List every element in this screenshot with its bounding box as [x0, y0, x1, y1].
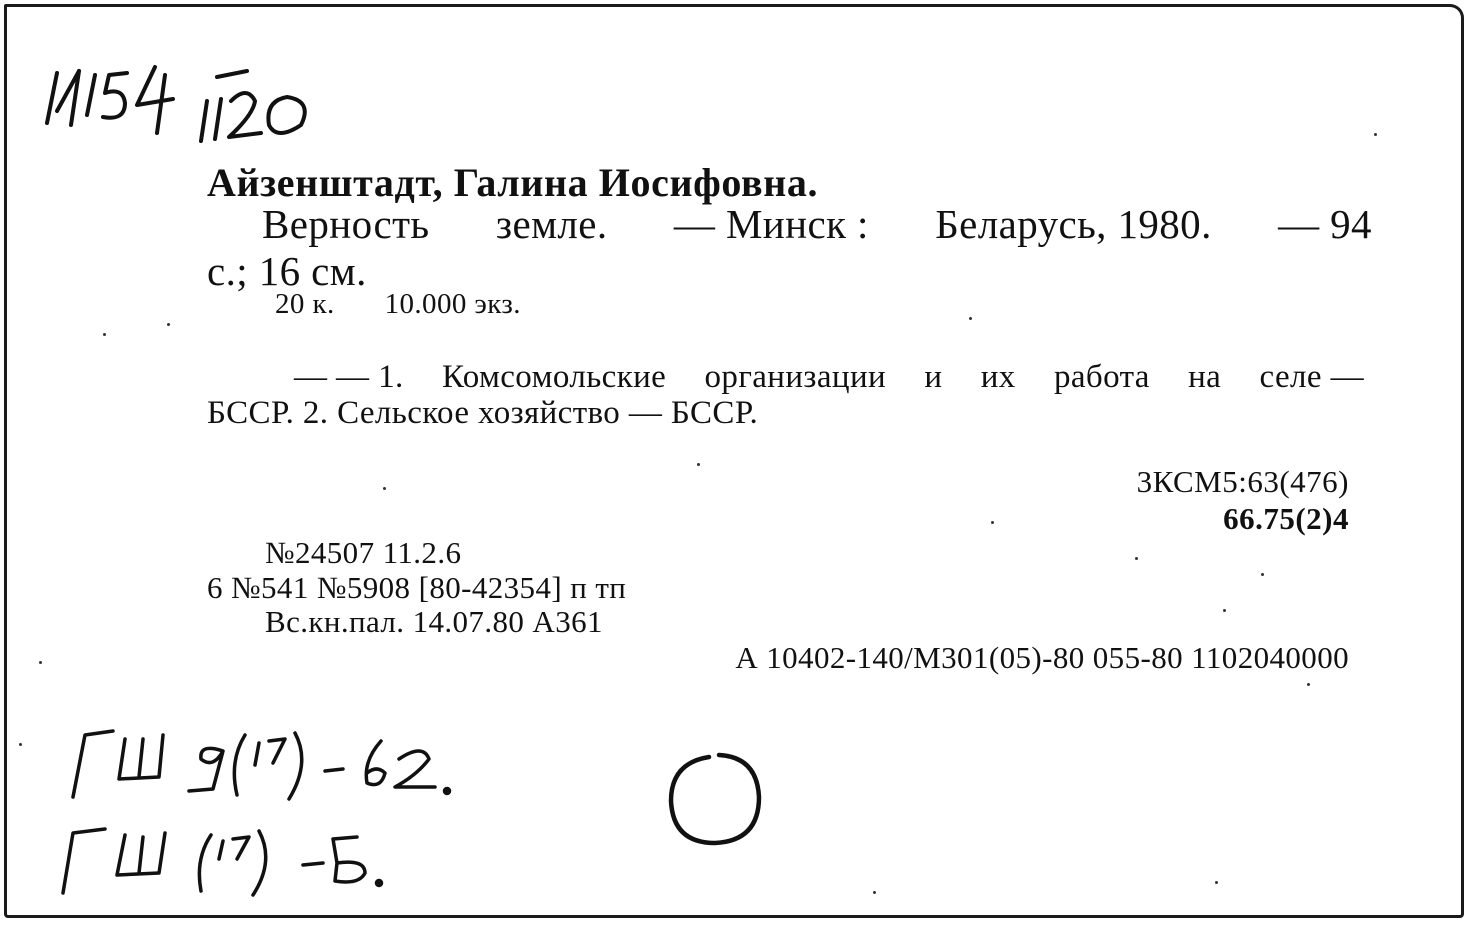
subject-token-2: Комсомольские: [441, 359, 667, 395]
subject-token-4: и: [924, 359, 943, 395]
dust-speck: [103, 333, 106, 336]
publication-place: — Минск :: [673, 201, 869, 247]
publisher-year: Беларусь, 1980.: [935, 201, 1212, 247]
code-1-text: ГШ 9(17)-62.: [63, 717, 69, 718]
dust-speck: [1135, 557, 1138, 560]
dust-speck: [39, 661, 42, 664]
physical-description: с.; 16 см.: [207, 248, 367, 294]
title-word-1: Верность: [262, 201, 430, 247]
classification-index-2: 66.75(2)4: [1223, 501, 1349, 536]
dust-speck: [1374, 133, 1377, 136]
dust-speck: [873, 891, 876, 894]
subjects-line-2: БССР. 2. Сельское хозяйство — БССР.: [207, 395, 759, 431]
subjects-line-1: [294, 359, 1364, 396]
dust-speck: [1307, 683, 1310, 686]
dust-speck: [1261, 573, 1264, 576]
dust-speck: [697, 463, 700, 466]
code-2-text: ГШ (17)-Б.: [53, 815, 58, 816]
subject-token-8: селе —: [1259, 359, 1364, 395]
title-line: [262, 200, 1372, 248]
registration-line-3: Вс.кн.пал. 14.07.80 А361: [265, 604, 603, 639]
dust-speck: [1215, 881, 1218, 884]
dust-speck: [167, 323, 170, 326]
catalog-card: [4, 4, 1464, 918]
handwritten-code-1: [63, 717, 523, 807]
shelfmark-text: Н154 1120: [33, 45, 38, 46]
handwritten-shelfmark: [33, 45, 343, 155]
card-hole-circle: [661, 745, 771, 855]
dust-speck: [991, 521, 994, 524]
price: 20 к.: [275, 288, 335, 320]
dust-speck: [383, 487, 386, 490]
handwritten-code-2: [53, 815, 473, 905]
subject-token-3: организации: [704, 359, 887, 395]
author-heading: Айзенштадт, Галина Иосифовна.: [207, 160, 819, 205]
dust-speck: [969, 317, 972, 320]
price-line: [275, 288, 521, 321]
registration-line-1: №24507 11.2.6: [265, 535, 462, 570]
registration-line-2: 6 №541 №5908 [80-42354] п тп: [207, 570, 627, 605]
pages-start: — 94: [1278, 201, 1372, 247]
dust-speck: [19, 743, 22, 746]
subject-token-6: работа: [1053, 359, 1150, 395]
subject-token-7: на: [1188, 359, 1222, 395]
classification-index-1: 3КСМ5:63(476): [1136, 464, 1349, 499]
title-word-2: земле.: [495, 201, 608, 247]
subject-token-1: — — 1.: [294, 359, 404, 395]
registration-line-4: А 10402-140/М301(05)-80 055-80 1102040000: [735, 640, 1349, 675]
subject-token-5: их: [980, 359, 1016, 395]
dust-speck: [1223, 609, 1226, 612]
print-run: 10.000 экз.: [384, 288, 521, 320]
